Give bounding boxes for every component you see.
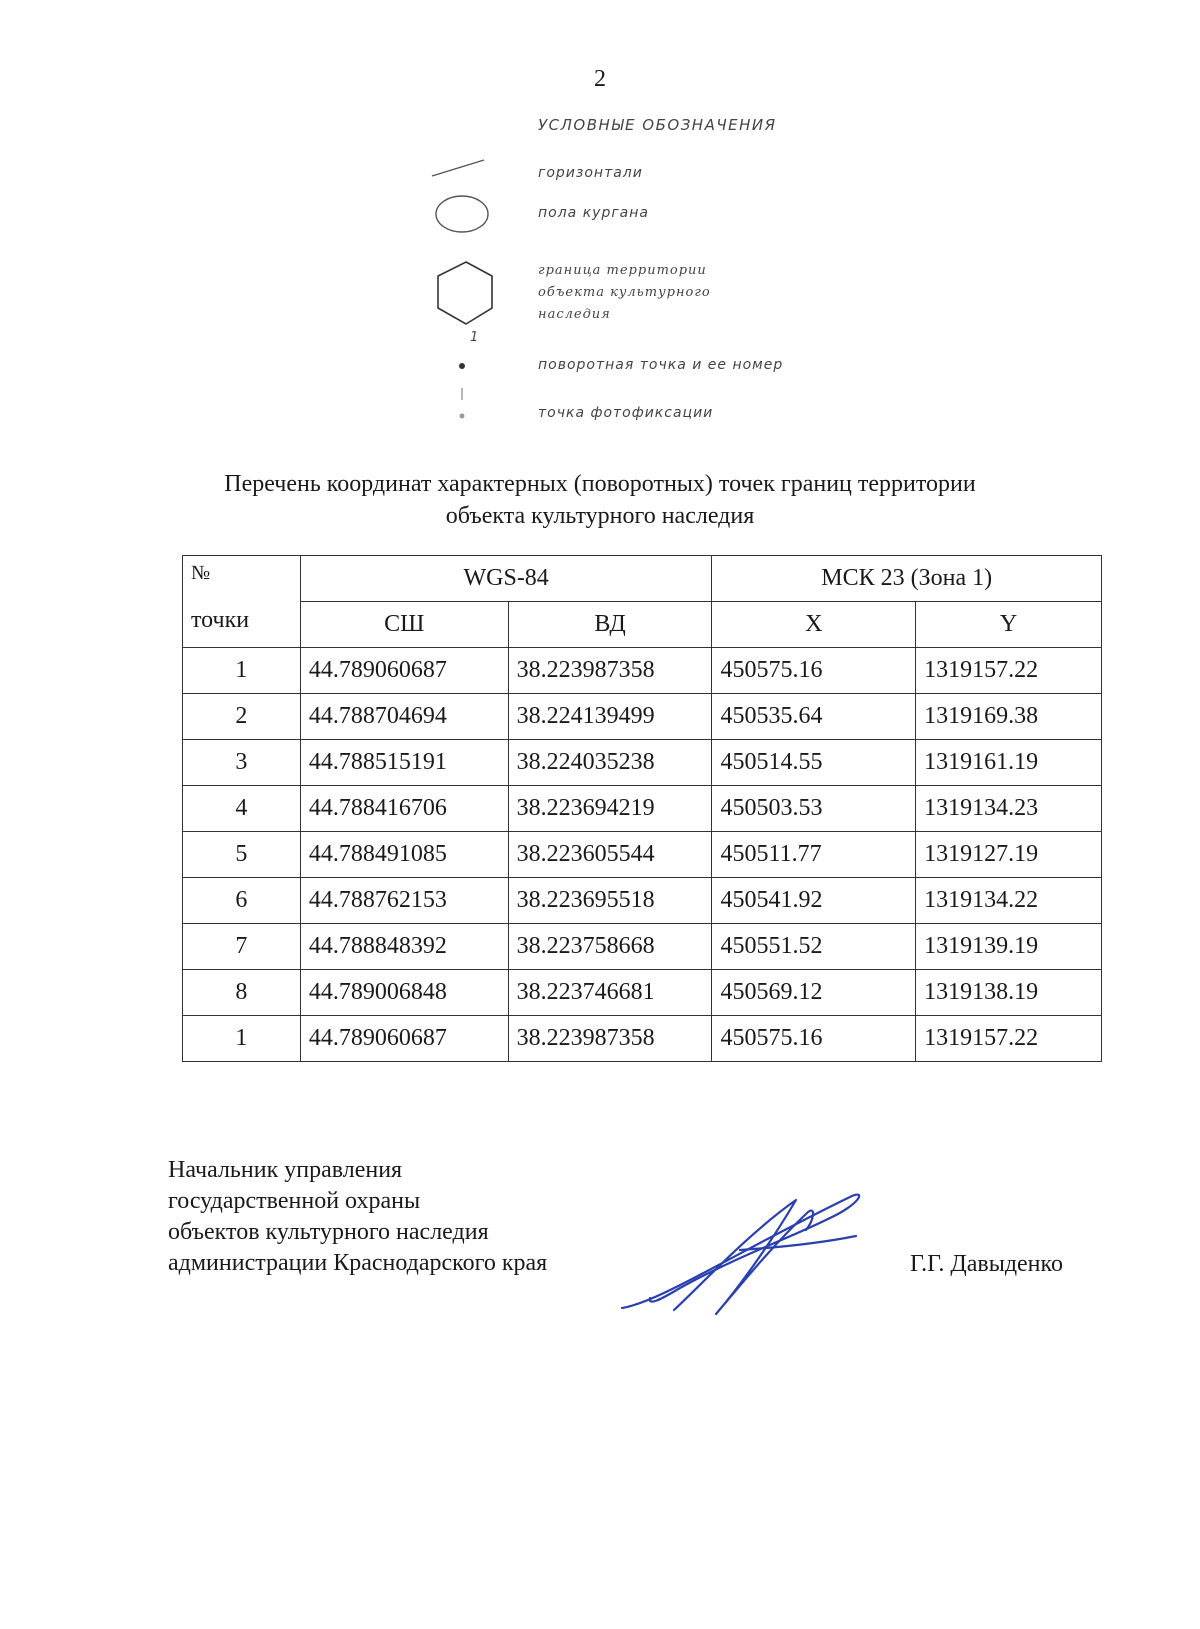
coordinates-table <box>182 555 1102 1062</box>
cell-latitude: 44.789060687 <box>300 648 508 694</box>
cell-point-number: 5 <box>183 832 301 878</box>
table-header-row-2 <box>183 602 1102 648</box>
table-row <box>183 648 1102 694</box>
turning-point-marker: 1 <box>470 330 479 345</box>
header-longitude: ВД <box>508 602 712 648</box>
cell-x: 450511.77 <box>712 832 916 878</box>
table-title-line2: объекта культурного наследия <box>445 503 755 529</box>
contour-line-icon <box>430 156 510 196</box>
cell-longitude: 38.223694219 <box>508 786 712 832</box>
cell-y: 1319134.23 <box>916 786 1102 832</box>
handwritten-signature <box>620 1190 880 1320</box>
cell-x: 450514.55 <box>712 740 916 786</box>
header-point-number <box>183 556 301 648</box>
cell-latitude: 44.789060687 <box>300 1016 508 1062</box>
cell-y: 1319138.19 <box>916 970 1102 1016</box>
cell-y: 1319139.19 <box>916 924 1102 970</box>
cell-longitude: 38.223758668 <box>508 924 712 970</box>
legend-label-boundary: граница территории объекта культурного наследия <box>538 263 711 322</box>
cell-latitude: 44.788848392 <box>300 924 508 970</box>
header-msk23: МСК 23 (Зона 1) <box>712 556 1102 602</box>
table-row <box>183 970 1102 1016</box>
photo-point-icon <box>430 380 510 430</box>
signature-line-1: Начальник управления <box>168 1157 403 1183</box>
cell-x: 450541.92 <box>712 878 916 924</box>
cell-longitude: 38.223605544 <box>508 832 712 878</box>
cell-y: 1319161.19 <box>916 740 1102 786</box>
table-row <box>183 740 1102 786</box>
cell-longitude: 38.223695518 <box>508 878 712 924</box>
legend-label-mound-floor: пола кургана <box>538 205 649 221</box>
cell-longitude: 38.224035238 <box>508 740 712 786</box>
table-row <box>183 786 1102 832</box>
table-header-row-1 <box>183 556 1102 602</box>
header-latitude: СШ <box>300 602 508 648</box>
table-body <box>183 648 1102 1062</box>
table-title-line1: Перечень координат характерных (поворотных) точек границ территории <box>224 471 976 497</box>
cell-longitude: 38.223987358 <box>508 648 712 694</box>
cell-y: 1319127.19 <box>916 832 1102 878</box>
signature-line-4: администрации Краснодарского края <box>168 1250 548 1276</box>
header-x: X <box>712 602 916 648</box>
signature-line-3: объектов культурного наследия <box>168 1219 489 1245</box>
header-y: Y <box>916 602 1102 648</box>
cell-point-number: 8 <box>183 970 301 1016</box>
table-row <box>183 1016 1102 1062</box>
cell-point-number: 2 <box>183 694 301 740</box>
cell-y: 1319157.22 <box>916 1016 1102 1062</box>
cell-y: 1319157.22 <box>916 648 1102 694</box>
cell-latitude: 44.788515191 <box>300 740 508 786</box>
cell-y: 1319169.38 <box>916 694 1102 740</box>
cell-point-number: 6 <box>183 878 301 924</box>
cell-point-number: 4 <box>183 786 301 832</box>
cell-x: 450535.64 <box>712 694 916 740</box>
cell-longitude: 38.223987358 <box>508 1016 712 1062</box>
cell-latitude: 44.788491085 <box>300 832 508 878</box>
table-title <box>0 468 1200 532</box>
header-point-word: точки <box>191 607 250 633</box>
cell-point-number: 7 <box>183 924 301 970</box>
cell-x: 450503.53 <box>712 786 916 832</box>
cell-latitude: 44.788762153 <box>300 878 508 924</box>
cell-longitude: 38.223746681 <box>508 970 712 1016</box>
cell-x: 450551.52 <box>712 924 916 970</box>
cell-latitude: 44.788416706 <box>300 786 508 832</box>
cell-point-number: 1 <box>183 1016 301 1062</box>
cell-y: 1319134.22 <box>916 878 1102 924</box>
page-number: 2 <box>594 66 606 92</box>
legend-label-turning-point: поворотная точка и ее номер <box>538 357 784 373</box>
cell-point-number: 1 <box>183 648 301 694</box>
legend-title: УСЛОВНЫЕ ОБОЗНАЧЕНИЯ <box>538 116 777 134</box>
cell-point-number: 3 <box>183 740 301 786</box>
hexagon-icon <box>430 260 510 340</box>
header-no-sign: № <box>191 562 211 584</box>
signatory-name: Г.Г. Давыденко <box>910 1251 1063 1277</box>
cell-latitude: 44.789006848 <box>300 970 508 1016</box>
table-row <box>183 924 1102 970</box>
table-row <box>183 832 1102 878</box>
legend <box>430 112 910 432</box>
signature-title-block <box>168 1155 547 1279</box>
legend-label-contours: горизонтали <box>538 165 643 181</box>
cell-x: 450575.16 <box>712 648 916 694</box>
legend-label-photo-point: точка фотофиксации <box>538 405 714 421</box>
table-row <box>183 694 1102 740</box>
header-wgs84: WGS-84 <box>300 556 712 602</box>
signature-line-2: государственной охраны <box>168 1188 421 1214</box>
ellipse-icon <box>430 192 510 242</box>
cell-longitude: 38.224139499 <box>508 694 712 740</box>
cell-latitude: 44.788704694 <box>300 694 508 740</box>
table-row <box>183 878 1102 924</box>
cell-x: 450569.12 <box>712 970 916 1016</box>
cell-x: 450575.16 <box>712 1016 916 1062</box>
